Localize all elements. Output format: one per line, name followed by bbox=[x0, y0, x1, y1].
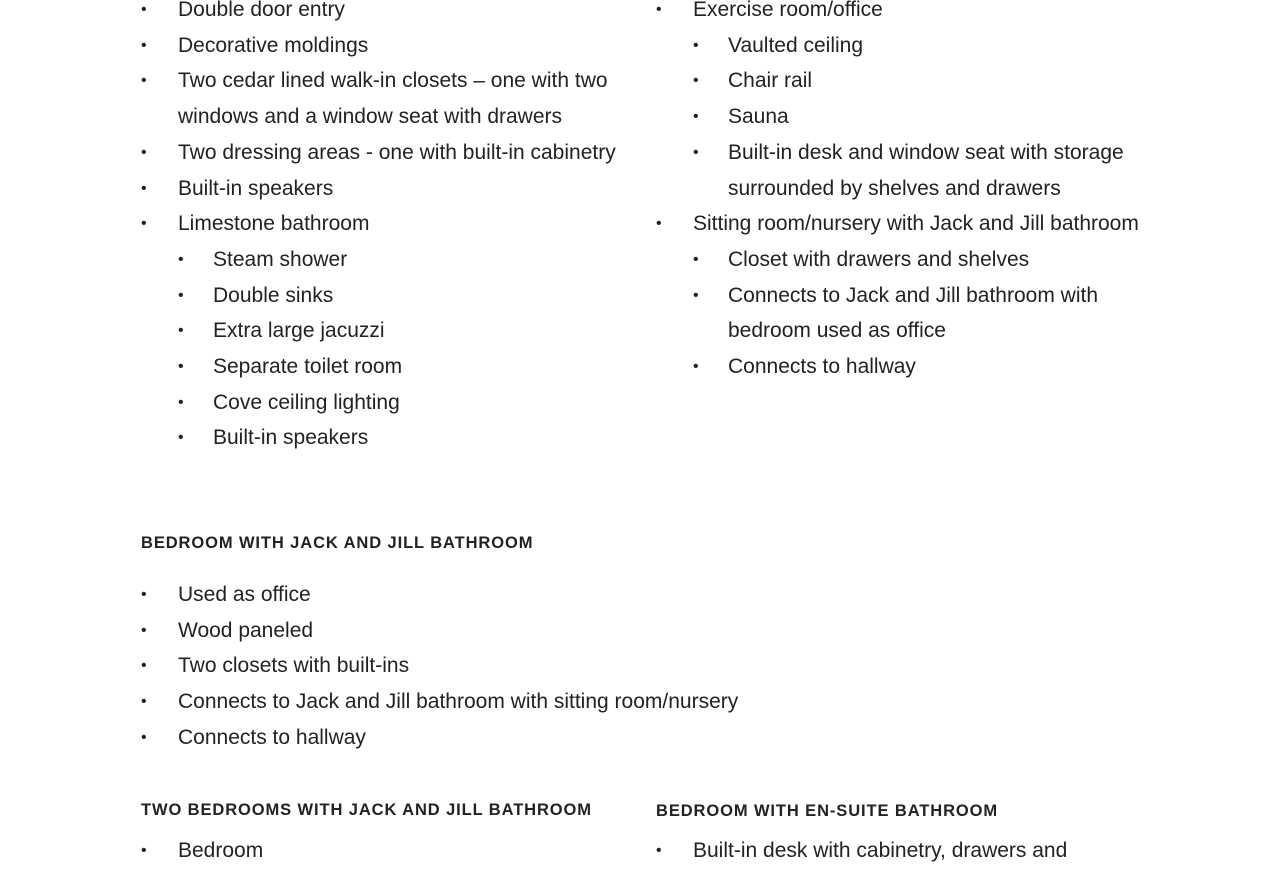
bullet-icon: • bbox=[141, 657, 147, 675]
list-item bbox=[141, 648, 941, 684]
bullet-icon: • bbox=[178, 250, 184, 268]
bullet-icon: • bbox=[141, 215, 147, 233]
list-item-text: Connects to hallway bbox=[728, 355, 916, 379]
list-item-text: Connects to hallway bbox=[178, 725, 366, 749]
office-bedroom-list bbox=[141, 577, 941, 756]
list-item-text: Limestone bathroom bbox=[178, 212, 370, 236]
section-heading-ensuite-bedroom: BEDROOM WITH EN-SUITE BATHROOM bbox=[656, 802, 999, 820]
bullet-icon: • bbox=[693, 286, 699, 304]
bullet-icon: • bbox=[141, 728, 147, 746]
bullet-icon: • bbox=[141, 72, 147, 90]
list-item-text: Bedroom bbox=[178, 839, 264, 862]
sub-list-item bbox=[693, 28, 1146, 64]
bullet-icon: • bbox=[141, 179, 147, 197]
bullet-icon: • bbox=[178, 322, 184, 340]
sub-list-item bbox=[693, 99, 1146, 135]
list-item-text: Double door entry bbox=[178, 0, 345, 21]
list-item bbox=[141, 135, 631, 171]
list-item bbox=[656, 833, 1176, 869]
list-item bbox=[656, 0, 1146, 206]
section-heading-office-bedroom: BEDROOM WITH JACK AND JILL BATHROOM bbox=[141, 534, 534, 552]
sub-list-item bbox=[178, 242, 631, 278]
list-item-text: Two cedar lined walk-in closets – one with two windows and a window seat with drawers bbox=[178, 69, 608, 129]
list-item-text: Built-in desk with cabinetry, drawers and bbox=[693, 839, 1068, 862]
bullet-icon: • bbox=[178, 429, 184, 447]
list-item bbox=[141, 720, 941, 756]
sub-list bbox=[693, 242, 1146, 385]
list-item-text: Double sinks bbox=[213, 283, 334, 307]
bullet-icon: • bbox=[693, 358, 699, 376]
sub-list-item bbox=[178, 349, 631, 385]
list-item bbox=[141, 833, 631, 869]
bullet-icon: • bbox=[656, 215, 662, 233]
bullet-icon: • bbox=[178, 358, 184, 376]
sub-list-item bbox=[693, 135, 1146, 206]
list-item-text: Built-in speakers bbox=[178, 176, 334, 200]
two-bedrooms-list bbox=[141, 833, 631, 869]
list-item-text: Decorative moldings bbox=[178, 33, 369, 57]
list-item-text: Vaulted ceiling bbox=[728, 33, 864, 57]
sub-list-item bbox=[693, 349, 1146, 385]
bullet-icon: • bbox=[693, 36, 699, 54]
list-item-text: Wood paneled bbox=[178, 618, 314, 642]
bullet-icon: • bbox=[141, 1, 147, 18]
bullet-icon: • bbox=[693, 72, 699, 90]
bullet-icon: • bbox=[656, 842, 662, 859]
sub-list-item bbox=[693, 278, 1146, 349]
sub-list-item bbox=[693, 63, 1146, 99]
list-item-text: Built-in desk and window seat with storage surrounded by shelves and drawers bbox=[728, 140, 1124, 200]
list-item bbox=[141, 577, 941, 613]
list-item-text: Connects to Jack and Jill bathroom with sitting room/nursery bbox=[178, 690, 739, 714]
bullet-icon: • bbox=[141, 621, 147, 639]
list-item-text: Built-in speakers bbox=[213, 426, 369, 450]
list-item bbox=[141, 171, 631, 207]
list-item bbox=[141, 63, 631, 134]
list-item-text: Used as office bbox=[178, 583, 311, 606]
bullet-icon: • bbox=[693, 143, 699, 161]
right-feature-list bbox=[656, 0, 1146, 385]
list-item bbox=[141, 684, 941, 720]
list-item-text: Two dressing areas - one with built-in cabinetry bbox=[178, 140, 616, 164]
sub-list-item bbox=[178, 420, 631, 456]
ensuite-bedroom-list bbox=[656, 833, 1176, 869]
bullet-icon: • bbox=[693, 108, 699, 126]
sub-list bbox=[693, 28, 1146, 207]
bullet-icon: • bbox=[656, 1, 662, 18]
bullet-icon: • bbox=[141, 693, 147, 711]
section-heading-two-bedrooms: TWO BEDROOMS WITH JACK AND JILL BATHROOM bbox=[141, 801, 592, 819]
sub-list bbox=[178, 242, 631, 456]
bullet-icon: • bbox=[141, 143, 147, 161]
list-item-text: Separate toilet room bbox=[213, 355, 403, 379]
list-item-text: Connects to Jack and Jill bathroom with bedroom used as office bbox=[728, 283, 1099, 343]
list-item bbox=[141, 28, 631, 64]
bullet-icon: • bbox=[141, 586, 147, 603]
list-item-text: Two closets with built-ins bbox=[178, 654, 410, 678]
list-item bbox=[141, 206, 631, 456]
sub-list-item bbox=[178, 278, 631, 314]
list-item bbox=[141, 0, 631, 28]
list-item-text: Closet with drawers and shelves bbox=[728, 247, 1030, 271]
list-item-text: Exercise room/office bbox=[693, 0, 883, 21]
list-item bbox=[656, 206, 1146, 385]
list-item-text: Cove ceiling lighting bbox=[213, 390, 400, 414]
sub-list-item bbox=[693, 242, 1146, 278]
bullet-icon: • bbox=[178, 393, 184, 411]
list-item-text: Chair rail bbox=[728, 69, 813, 93]
list-item-text: Sauna bbox=[728, 105, 789, 129]
sub-list-item bbox=[178, 385, 631, 421]
list-item-text: Steam shower bbox=[213, 247, 348, 271]
bullet-icon: • bbox=[178, 286, 184, 304]
bullet-icon: • bbox=[141, 36, 147, 54]
left-feature-list bbox=[141, 0, 631, 456]
sub-list-item bbox=[178, 313, 631, 349]
bullet-icon: • bbox=[693, 250, 699, 268]
list-item-text: Sitting room/nursery with Jack and Jill bathroom bbox=[693, 212, 1139, 236]
list-item bbox=[141, 613, 941, 649]
bullet-icon: • bbox=[141, 842, 147, 859]
list-item-text: Extra large jacuzzi bbox=[213, 319, 385, 343]
